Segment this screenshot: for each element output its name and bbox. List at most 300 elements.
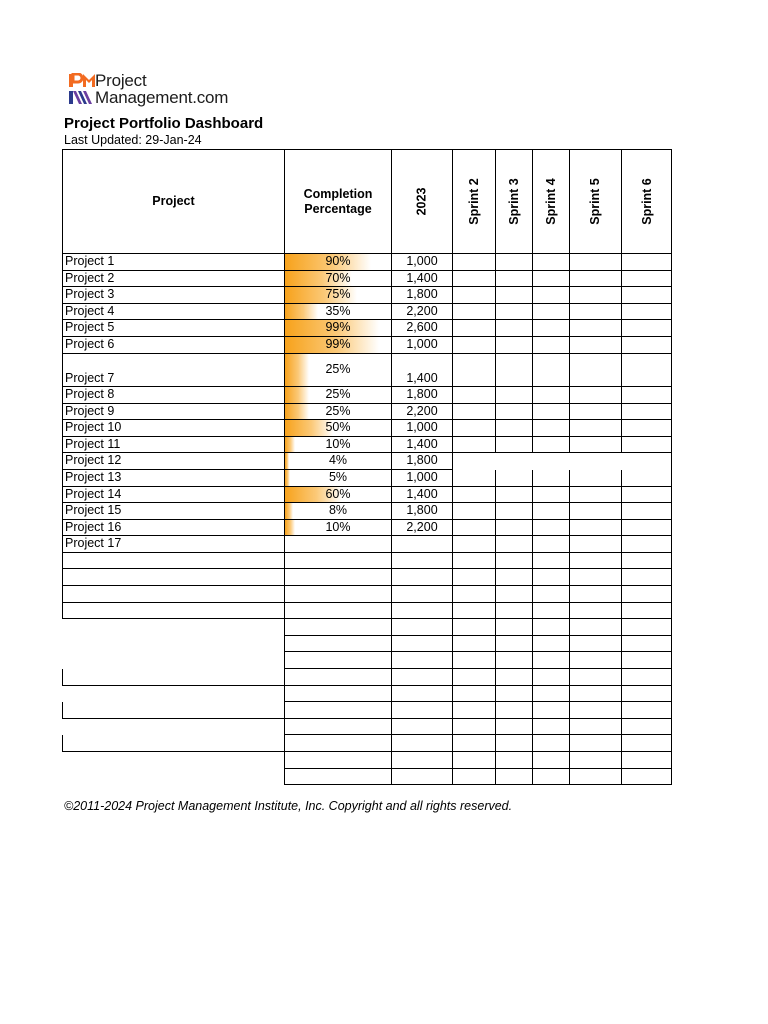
sprint-4-cell[interactable] (533, 636, 570, 653)
sprint-6-cell[interactable] (622, 470, 672, 487)
sprint-3-cell[interactable] (496, 304, 533, 321)
sprint-5-cell[interactable] (570, 354, 622, 387)
table-row (62, 586, 672, 603)
sprint-2-cell[interactable] (453, 304, 496, 321)
sprint-5-cell[interactable] (570, 287, 622, 304)
table-row (62, 686, 672, 703)
sprint-6-cell[interactable] (622, 387, 672, 404)
completion-cell[interactable] (285, 636, 392, 653)
year-value-cell[interactable]: 1,400 (392, 437, 453, 454)
year-value-cell[interactable]: 1,800 (392, 453, 453, 470)
sprint-3-cell[interactable] (496, 271, 533, 288)
year-value-cell[interactable] (392, 702, 453, 719)
table-row (62, 470, 672, 487)
sprint-3-cell[interactable] (496, 520, 533, 537)
sprint-4-cell[interactable] (533, 735, 570, 752)
sprint-2-cell[interactable] (453, 636, 496, 653)
sprint-4-cell[interactable] (533, 569, 570, 586)
completion-cell[interactable] (285, 553, 392, 570)
sprint-6-cell[interactable] (622, 271, 672, 288)
sprint-2-cell[interactable] (453, 652, 496, 669)
year-value-cell[interactable] (392, 735, 453, 752)
project-name-cell[interactable] (62, 619, 285, 636)
sprint-6-cell[interactable] (622, 619, 672, 636)
sprint-3-cell[interactable] (496, 387, 533, 404)
sprint-2-cell[interactable] (453, 387, 496, 404)
sprint-2-cell[interactable] (453, 354, 496, 387)
sprint-2-cell[interactable] (453, 404, 496, 421)
project-name-cell[interactable] (62, 569, 285, 586)
sprint-6-cell[interactable] (622, 254, 672, 271)
completion-bar (285, 387, 309, 403)
sprint-4-cell[interactable] (533, 404, 570, 421)
table-row (62, 320, 672, 337)
sprint-5-cell[interactable] (570, 636, 622, 653)
sprint-3-cell[interactable] (496, 636, 533, 653)
year-value-cell[interactable] (392, 586, 453, 603)
sprint-6-cell[interactable] (622, 304, 672, 321)
sprint-6-cell[interactable] (622, 337, 672, 354)
completion-value: 25% (325, 403, 351, 418)
sprint-2-cell[interactable] (453, 437, 496, 454)
sprint-4-cell[interactable] (533, 420, 570, 437)
completion-cell[interactable] (285, 387, 392, 404)
year-value-cell[interactable] (392, 669, 453, 686)
sprint-3-cell[interactable] (496, 503, 533, 520)
sprint-6-cell[interactable] (622, 287, 672, 304)
sprint-3-cell[interactable] (496, 404, 533, 421)
completion-cell[interactable] (285, 702, 392, 719)
completion-cell[interactable] (285, 769, 392, 786)
sprint-4-cell[interactable] (533, 337, 570, 354)
table-row (62, 669, 672, 686)
sprint-3-cell[interactable] (496, 652, 533, 669)
sprint-2-cell[interactable] (453, 320, 496, 337)
sprint-6-cell[interactable] (622, 404, 672, 421)
sprint-5-cell[interactable] (570, 619, 622, 636)
completion-cell[interactable] (285, 304, 392, 321)
sprint-2-cell[interactable] (453, 487, 496, 504)
sprint-4-cell[interactable] (533, 652, 570, 669)
project-name-cell[interactable]: Project 16 (62, 520, 285, 537)
sprint-2-cell[interactable] (453, 702, 496, 719)
year-value-cell[interactable] (392, 603, 453, 620)
sprint-5-cell[interactable] (570, 453, 622, 470)
project-name-cell[interactable]: Project 2 (62, 271, 285, 288)
sprint-2-cell[interactable] (453, 669, 496, 686)
table-row (62, 636, 672, 653)
completion-value: 10% (325, 436, 351, 451)
completion-value: 5% (328, 469, 348, 484)
completion-bar (285, 437, 295, 453)
sprint-6-cell[interactable] (622, 420, 672, 437)
project-name-cell[interactable]: Project 12 (62, 453, 285, 470)
completion-cell[interactable] (285, 735, 392, 752)
project-name-cell[interactable] (62, 769, 285, 786)
sprint-5-cell[interactable] (570, 520, 622, 537)
sprint-6-cell[interactable] (622, 669, 672, 686)
completion-cell[interactable] (285, 669, 392, 686)
sprint-2-cell[interactable] (453, 503, 496, 520)
sprint-3-cell[interactable] (496, 354, 533, 387)
sprint-2-cell[interactable] (453, 254, 496, 271)
sprint-4-cell[interactable] (533, 686, 570, 703)
sprint-5-cell[interactable] (570, 404, 622, 421)
sprint-4-cell[interactable] (533, 752, 570, 769)
completion-cell[interactable] (285, 271, 392, 288)
completion-cell[interactable] (285, 453, 392, 470)
completion-bar (285, 354, 309, 386)
table-row (62, 603, 672, 620)
sprint-3-cell[interactable] (496, 536, 533, 553)
sprint-5-cell[interactable] (570, 569, 622, 586)
sprint-6-cell[interactable] (622, 769, 672, 786)
year-value-cell[interactable] (392, 719, 453, 736)
sprint-5-cell[interactable] (570, 387, 622, 404)
project-name-cell[interactable]: Project 10 (62, 420, 285, 437)
sprint-6-cell[interactable] (622, 752, 672, 769)
brand-name-line2: Management.com (95, 88, 229, 107)
table-row (62, 752, 672, 769)
sprint-5-cell[interactable] (570, 420, 622, 437)
completion-cell[interactable] (285, 437, 392, 454)
year-value-cell[interactable]: 1,000 (392, 254, 453, 271)
year-value-cell[interactable]: 1,400 (392, 354, 453, 387)
project-name-cell[interactable] (62, 686, 285, 703)
sprint-5-cell[interactable] (570, 735, 622, 752)
sprint-3-cell[interactable] (496, 453, 533, 470)
sprint-2-cell[interactable] (453, 536, 496, 553)
project-name-cell[interactable] (62, 735, 285, 752)
sprint-3-cell[interactable] (496, 586, 533, 603)
completion-cell[interactable] (285, 752, 392, 769)
completion-cell[interactable] (285, 520, 392, 537)
project-name-cell[interactable]: Project 4 (62, 304, 285, 321)
year-value-cell[interactable]: 1,000 (392, 420, 453, 437)
sprint-4-cell[interactable] (533, 719, 570, 736)
sprint-2-cell[interactable] (453, 470, 496, 487)
sprint-2-cell[interactable] (453, 586, 496, 603)
sprint-5-cell[interactable] (570, 536, 622, 553)
sprint-6-cell[interactable] (622, 487, 672, 504)
header-sprint-5: Sprint 5 (570, 150, 622, 253)
sprint-5-cell[interactable] (570, 769, 622, 786)
brand-logo (68, 72, 258, 108)
project-name-cell[interactable]: Project 1 (62, 254, 285, 271)
completion-value: 75% (325, 287, 351, 302)
sprint-5-cell[interactable] (570, 304, 622, 321)
project-name-cell[interactable]: Project 3 (62, 287, 285, 304)
sprint-5-cell[interactable] (570, 470, 622, 487)
project-name-cell[interactable]: Project 13 (62, 470, 285, 487)
year-value-cell[interactable] (392, 636, 453, 653)
project-name-cell[interactable] (62, 719, 285, 736)
table-row (62, 354, 672, 387)
completion-cell[interactable] (285, 619, 392, 636)
sprint-6-cell[interactable] (622, 354, 672, 387)
completion-bar (285, 304, 318, 320)
completion-cell[interactable] (285, 686, 392, 703)
sprint-4-cell[interactable] (533, 553, 570, 570)
sprint-5-cell[interactable] (570, 752, 622, 769)
sprint-5-cell[interactable] (570, 437, 622, 454)
completion-value: 90% (325, 254, 351, 268)
year-value-cell[interactable]: 1,800 (392, 503, 453, 520)
sprint-5-cell[interactable] (570, 337, 622, 354)
year-value-cell[interactable] (392, 686, 453, 703)
project-name-cell[interactable] (62, 669, 285, 686)
completion-value: 99% (325, 320, 351, 335)
project-name-cell[interactable] (62, 652, 285, 669)
table-row (62, 719, 672, 736)
sprint-2-cell[interactable] (453, 603, 496, 620)
project-name-cell[interactable]: Project 17 (62, 536, 285, 553)
sprint-4-cell[interactable] (533, 487, 570, 504)
completion-cell[interactable] (285, 487, 392, 504)
sprint-5-cell[interactable] (570, 652, 622, 669)
sprint-4-cell[interactable] (533, 470, 570, 487)
table-row (62, 569, 672, 586)
sprint-3-cell[interactable] (496, 420, 533, 437)
project-name-cell[interactable] (62, 752, 285, 769)
sprint-5-cell[interactable] (570, 719, 622, 736)
sprint-2-cell[interactable] (453, 553, 496, 570)
completion-cell[interactable] (285, 470, 392, 487)
project-name-cell[interactable]: Project 7 (62, 354, 285, 387)
sprint-2-cell[interactable] (453, 735, 496, 752)
sprint-2-cell[interactable] (453, 719, 496, 736)
year-value-cell[interactable] (392, 553, 453, 570)
sprint-5-cell[interactable] (570, 254, 622, 271)
sprint-5-cell[interactable] (570, 686, 622, 703)
sprint-2-cell[interactable] (453, 420, 496, 437)
header-sprint-3: Sprint 3 (496, 150, 533, 253)
table-row (62, 287, 672, 304)
sprint-3-cell[interactable] (496, 669, 533, 686)
sprint-2-cell[interactable] (453, 752, 496, 769)
table-row (62, 702, 672, 719)
year-value-cell[interactable] (392, 769, 453, 786)
sprint-2-cell[interactable] (453, 337, 496, 354)
completion-cell[interactable] (285, 603, 392, 620)
project-name-cell[interactable]: Project 9 (62, 404, 285, 421)
sprint-4-cell[interactable] (533, 503, 570, 520)
sprint-2-cell[interactable] (453, 619, 496, 636)
sprint-3-cell[interactable] (496, 735, 533, 752)
copyright-footer: ©2011-2024 Project Management Institute, Inc. Copyright and all rights reserved. (64, 799, 513, 813)
year-value-cell[interactable]: 1,800 (392, 387, 453, 404)
completion-cell[interactable] (285, 536, 392, 553)
completion-cell[interactable] (285, 354, 392, 387)
year-value-cell[interactable] (392, 569, 453, 586)
completion-value: 25% (325, 361, 351, 376)
sprint-4-cell[interactable] (533, 287, 570, 304)
project-name-cell[interactable]: Project 14 (62, 487, 285, 504)
sprint-6-cell[interactable] (622, 503, 672, 520)
sprint-6-cell[interactable] (622, 652, 672, 669)
completion-cell[interactable] (285, 586, 392, 603)
sprint-4-cell[interactable] (533, 387, 570, 404)
sprint-5-cell[interactable] (570, 271, 622, 288)
sprint-2-cell[interactable] (453, 569, 496, 586)
completion-cell[interactable] (285, 503, 392, 520)
sprint-5-cell[interactable] (570, 503, 622, 520)
sprint-3-cell[interactable] (496, 287, 533, 304)
year-value-cell[interactable]: 2,600 (392, 320, 453, 337)
header-year: 2023 (392, 150, 453, 253)
sprint-3-cell[interactable] (496, 437, 533, 454)
sprint-6-cell[interactable] (622, 686, 672, 703)
sprint-3-cell[interactable] (496, 769, 533, 786)
sprint-3-cell[interactable] (496, 686, 533, 703)
completion-cell[interactable] (285, 287, 392, 304)
completion-cell[interactable] (285, 652, 392, 669)
sprint-4-cell[interactable] (533, 254, 570, 271)
sprint-4-cell[interactable] (533, 669, 570, 686)
sprint-3-cell[interactable] (496, 569, 533, 586)
table-row (62, 304, 672, 321)
project-name-cell[interactable]: Project 8 (62, 387, 285, 404)
year-value-cell[interactable]: 1,400 (392, 271, 453, 288)
table-row (62, 769, 672, 786)
sprint-3-cell[interactable] (496, 553, 533, 570)
page-title: Project Portfolio Dashboard (64, 115, 264, 132)
year-value-cell[interactable]: 1,000 (392, 470, 453, 487)
project-name-cell[interactable]: Project 5 (62, 320, 285, 337)
sprint-3-cell[interactable] (496, 470, 533, 487)
sprint-5-cell[interactable] (570, 553, 622, 570)
project-name-cell[interactable]: Project 15 (62, 503, 285, 520)
sprint-3-cell[interactable] (496, 487, 533, 504)
table-row (62, 437, 672, 454)
sprint-4-cell[interactable] (533, 304, 570, 321)
project-name-cell[interactable] (62, 553, 285, 570)
completion-cell[interactable] (285, 420, 392, 437)
header-sprint-2: Sprint 2 (453, 150, 496, 253)
sprint-6-cell[interactable] (622, 520, 672, 537)
sprint-3-cell[interactable] (496, 254, 533, 271)
sprint-3-cell[interactable] (496, 702, 533, 719)
completion-cell[interactable] (285, 404, 392, 421)
project-name-cell[interactable] (62, 636, 285, 653)
table-row (62, 652, 672, 669)
year-value-cell[interactable]: 1,800 (392, 287, 453, 304)
sprint-4-cell[interactable] (533, 354, 570, 387)
project-name-cell[interactable] (62, 586, 285, 603)
sprint-4-cell[interactable] (533, 702, 570, 719)
table-row (62, 404, 672, 421)
sprint-4-cell[interactable] (533, 603, 570, 620)
sprint-2-cell[interactable] (453, 520, 496, 537)
sprint-4-cell[interactable] (533, 520, 570, 537)
sprint-4-cell[interactable] (533, 619, 570, 636)
pm-logo-icon (68, 73, 98, 107)
sprint-2-cell[interactable] (453, 453, 496, 470)
sprint-3-cell[interactable] (496, 337, 533, 354)
project-name-cell[interactable]: Project 11 (62, 437, 285, 454)
sprint-5-cell[interactable] (570, 320, 622, 337)
sprint-6-cell[interactable] (622, 702, 672, 719)
sprint-4-cell[interactable] (533, 320, 570, 337)
header-project: Project (63, 150, 285, 253)
sprint-6-cell[interactable] (622, 735, 672, 752)
table-row (62, 520, 672, 537)
table-row (62, 337, 672, 354)
table-header (62, 149, 672, 254)
project-name-cell[interactable] (62, 603, 285, 620)
completion-cell[interactable] (285, 569, 392, 586)
sprint-6-cell[interactable] (622, 536, 672, 553)
sprint-4-cell[interactable] (533, 271, 570, 288)
sprint-3-cell[interactable] (496, 752, 533, 769)
portfolio-table (62, 149, 672, 785)
sprint-6-cell[interactable] (622, 320, 672, 337)
year-value-cell[interactable]: 2,200 (392, 304, 453, 321)
project-name-cell[interactable]: Project 6 (62, 337, 285, 354)
year-value-cell[interactable]: 1,400 (392, 487, 453, 504)
sprint-6-cell[interactable] (622, 636, 672, 653)
sprint-4-cell[interactable] (533, 536, 570, 553)
year-value-cell[interactable] (392, 752, 453, 769)
sprint-5-cell[interactable] (570, 669, 622, 686)
table-row (62, 553, 672, 570)
sprint-4-cell[interactable] (533, 769, 570, 786)
year-value-cell[interactable] (392, 536, 453, 553)
completion-cell[interactable] (285, 719, 392, 736)
sprint-4-cell[interactable] (533, 437, 570, 454)
sprint-6-cell[interactable] (622, 719, 672, 736)
table-row (62, 487, 672, 504)
sprint-5-cell[interactable] (570, 487, 622, 504)
table-row (62, 387, 672, 404)
sprint-3-cell[interactable] (496, 603, 533, 620)
completion-cell[interactable] (285, 254, 392, 271)
sprint-4-cell[interactable] (533, 453, 570, 470)
sprint-6-cell[interactable] (622, 453, 672, 470)
year-value-cell[interactable] (392, 652, 453, 669)
completion-bar (285, 503, 293, 519)
completion-value: 60% (325, 486, 351, 501)
project-name-cell[interactable] (62, 702, 285, 719)
sprint-3-cell[interactable] (496, 619, 533, 636)
sprint-6-cell[interactable] (622, 437, 672, 454)
completion-cell[interactable] (285, 320, 392, 337)
sprint-6-cell[interactable] (622, 603, 672, 620)
sprint-2-cell[interactable] (453, 287, 496, 304)
year-value-cell[interactable]: 1,000 (392, 337, 453, 354)
year-value-cell[interactable]: 2,200 (392, 404, 453, 421)
sprint-6-cell[interactable] (622, 586, 672, 603)
table-row (62, 536, 672, 553)
sprint-3-cell[interactable] (496, 719, 533, 736)
completion-value: 8% (328, 503, 348, 518)
sprint-5-cell[interactable] (570, 586, 622, 603)
table-row (62, 503, 672, 520)
sprint-2-cell[interactable] (453, 686, 496, 703)
year-value-cell[interactable]: 2,200 (392, 520, 453, 537)
sprint-6-cell[interactable] (622, 569, 672, 586)
sprint-6-cell[interactable] (622, 553, 672, 570)
sprint-2-cell[interactable] (453, 271, 496, 288)
completion-value: 4% (328, 453, 348, 468)
sprint-2-cell[interactable] (453, 769, 496, 786)
sprint-3-cell[interactable] (496, 320, 533, 337)
sprint-5-cell[interactable] (570, 603, 622, 620)
year-value-cell[interactable] (392, 619, 453, 636)
sprint-5-cell[interactable] (570, 702, 622, 719)
sprint-4-cell[interactable] (533, 586, 570, 603)
completion-cell[interactable] (285, 337, 392, 354)
